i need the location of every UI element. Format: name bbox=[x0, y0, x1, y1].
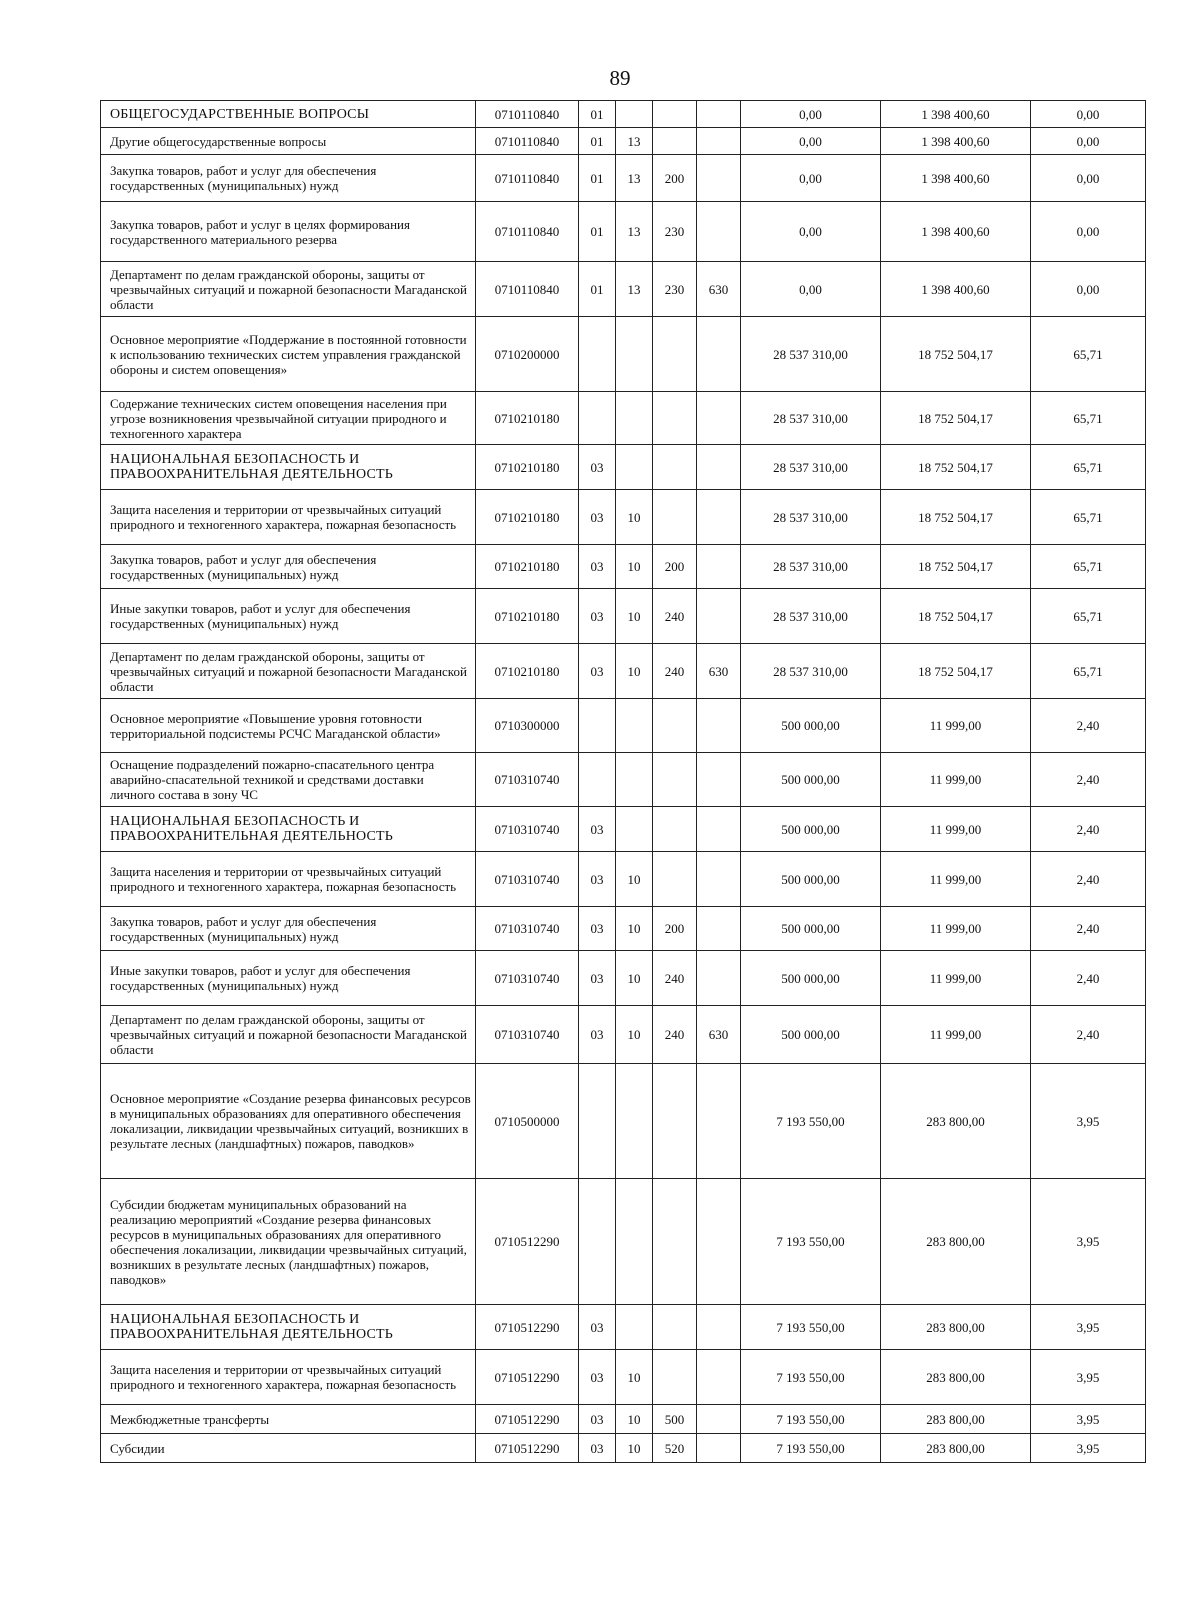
row-administrator bbox=[697, 1405, 741, 1434]
row-expense-type: 200 bbox=[653, 907, 697, 951]
row-section bbox=[579, 753, 616, 807]
table-row bbox=[101, 589, 1146, 644]
row-execution-percent: 3,95 bbox=[1031, 1064, 1146, 1179]
row-administrator bbox=[697, 1350, 741, 1405]
row-section: 01 bbox=[579, 128, 616, 155]
row-expense-type bbox=[653, 128, 697, 155]
row-subsection: 10 bbox=[616, 589, 653, 644]
row-target-code: 0710210180 bbox=[476, 589, 579, 644]
row-expense-type bbox=[653, 392, 697, 445]
table-row bbox=[101, 392, 1146, 445]
row-administrator bbox=[697, 699, 741, 753]
row-execution-percent: 2,40 bbox=[1031, 907, 1146, 951]
row-target-code: 0710110840 bbox=[476, 262, 579, 317]
table-row bbox=[101, 1064, 1146, 1179]
row-expense-type: 200 bbox=[653, 155, 697, 202]
row-expense-type: 520 bbox=[653, 1434, 697, 1463]
row-executed-amount: 1 398 400,60 bbox=[881, 101, 1031, 128]
row-name: Закупка товаров, работ и услуг для обеспечения государственных (муниципальных) нужд bbox=[101, 907, 476, 951]
row-executed-amount: 18 752 504,17 bbox=[881, 589, 1031, 644]
row-planned-amount: 500 000,00 bbox=[741, 852, 881, 907]
row-name: Департамент по делам гражданской обороны, защиты от чрезвычайных ситуаций и пожарной безопасности Магаданской области bbox=[101, 644, 476, 699]
row-subsection: 10 bbox=[616, 1006, 653, 1064]
row-name: Защита населения и территории от чрезвычайных ситуаций природного и техногенного характера, пожарная безопасность bbox=[101, 490, 476, 545]
table-row bbox=[101, 1434, 1146, 1463]
row-execution-percent: 3,95 bbox=[1031, 1350, 1146, 1405]
row-name: Департамент по делам гражданской обороны, защиты от чрезвычайных ситуаций и пожарной безопасности Магаданской области bbox=[101, 262, 476, 317]
row-expense-type bbox=[653, 807, 697, 852]
row-administrator bbox=[697, 951, 741, 1006]
row-execution-percent: 2,40 bbox=[1031, 852, 1146, 907]
row-target-code: 0710310740 bbox=[476, 807, 579, 852]
row-planned-amount: 7 193 550,00 bbox=[741, 1405, 881, 1434]
row-section: 03 bbox=[579, 1305, 616, 1350]
row-name: Основное мероприятие «Поддержание в постоянной готовности к использованию технических систем управления гражданской обороны и систем оповещения» bbox=[101, 317, 476, 392]
row-execution-percent: 3,95 bbox=[1031, 1405, 1146, 1434]
row-section: 03 bbox=[579, 907, 616, 951]
row-subsection bbox=[616, 1064, 653, 1179]
row-executed-amount: 283 800,00 bbox=[881, 1350, 1031, 1405]
row-name: Содержание технических систем оповещения населения при угрозе возникновения чрезвычайной ситуации природного и техногенного характера bbox=[101, 392, 476, 445]
row-administrator bbox=[697, 589, 741, 644]
row-subsection: 10 bbox=[616, 644, 653, 699]
row-administrator bbox=[697, 753, 741, 807]
row-subsection: 10 bbox=[616, 545, 653, 589]
table-row bbox=[101, 1179, 1146, 1305]
row-administrator bbox=[697, 807, 741, 852]
row-planned-amount: 0,00 bbox=[741, 202, 881, 262]
row-section: 03 bbox=[579, 852, 616, 907]
row-target-code: 0710110840 bbox=[476, 155, 579, 202]
row-executed-amount: 18 752 504,17 bbox=[881, 545, 1031, 589]
row-execution-percent: 0,00 bbox=[1031, 262, 1146, 317]
row-planned-amount: 28 537 310,00 bbox=[741, 545, 881, 589]
row-executed-amount: 11 999,00 bbox=[881, 1006, 1031, 1064]
row-executed-amount: 18 752 504,17 bbox=[881, 644, 1031, 699]
row-target-code: 0710210180 bbox=[476, 545, 579, 589]
row-executed-amount: 283 800,00 bbox=[881, 1405, 1031, 1434]
row-target-code: 0710512290 bbox=[476, 1434, 579, 1463]
row-execution-percent: 65,71 bbox=[1031, 317, 1146, 392]
row-planned-amount: 0,00 bbox=[741, 128, 881, 155]
row-name: Закупка товаров, работ и услуг для обеспечения государственных (муниципальных) нужд bbox=[101, 545, 476, 589]
table-row bbox=[101, 262, 1146, 317]
row-name: Защита населения и территории от чрезвычайных ситуаций природного и техногенного характера, пожарная безопасность bbox=[101, 1350, 476, 1405]
row-section: 03 bbox=[579, 1434, 616, 1463]
row-administrator bbox=[697, 852, 741, 907]
row-subsection: 10 bbox=[616, 1350, 653, 1405]
row-executed-amount: 1 398 400,60 bbox=[881, 262, 1031, 317]
row-target-code: 0710310740 bbox=[476, 951, 579, 1006]
row-subsection: 10 bbox=[616, 1405, 653, 1434]
row-executed-amount: 18 752 504,17 bbox=[881, 490, 1031, 545]
row-section: 03 bbox=[579, 951, 616, 1006]
row-execution-percent: 3,95 bbox=[1031, 1179, 1146, 1305]
row-section: 01 bbox=[579, 202, 616, 262]
row-execution-percent: 0,00 bbox=[1031, 128, 1146, 155]
row-target-code: 0710110840 bbox=[476, 101, 579, 128]
table-row bbox=[101, 1350, 1146, 1405]
row-execution-percent: 0,00 bbox=[1031, 155, 1146, 202]
row-name: Основное мероприятие «Повышение уровня готовности территориальной подсистемы РСЧС Магаданской области» bbox=[101, 699, 476, 753]
row-section: 03 bbox=[579, 1405, 616, 1434]
table-row bbox=[101, 951, 1146, 1006]
row-executed-amount: 11 999,00 bbox=[881, 951, 1031, 1006]
row-target-code: 0710500000 bbox=[476, 1064, 579, 1179]
row-administrator bbox=[697, 1305, 741, 1350]
row-target-code: 0710110840 bbox=[476, 202, 579, 262]
row-executed-amount: 283 800,00 bbox=[881, 1064, 1031, 1179]
row-expense-type bbox=[653, 490, 697, 545]
row-expense-type bbox=[653, 317, 697, 392]
row-administrator bbox=[697, 1434, 741, 1463]
row-subsection: 13 bbox=[616, 202, 653, 262]
row-execution-percent: 2,40 bbox=[1031, 753, 1146, 807]
row-administrator bbox=[697, 490, 741, 545]
row-executed-amount: 11 999,00 bbox=[881, 852, 1031, 907]
row-target-code: 0710512290 bbox=[476, 1350, 579, 1405]
row-executed-amount: 283 800,00 bbox=[881, 1434, 1031, 1463]
row-execution-percent: 0,00 bbox=[1031, 202, 1146, 262]
row-execution-percent: 65,71 bbox=[1031, 644, 1146, 699]
row-target-code: 0710310740 bbox=[476, 852, 579, 907]
row-name: Закупка товаров, работ и услуг для обеспечения государственных (муниципальных) нужд bbox=[101, 155, 476, 202]
row-execution-percent: 0,00 bbox=[1031, 101, 1146, 128]
row-name: Другие общегосударственные вопросы bbox=[101, 128, 476, 155]
budget-table bbox=[100, 100, 1146, 1463]
row-name: Основное мероприятие «Создание резерва финансовых ресурсов в муниципальных образованиях для оперативного обеспечения локализации, ликвидации чрезвычайных ситуаций, возникших в результате лесных (ландшафтных) пожаров, паводков» bbox=[101, 1064, 476, 1179]
row-name: Иные закупки товаров, работ и услуг для обеспечения государственных (муниципальных) нужд bbox=[101, 589, 476, 644]
row-execution-percent: 3,95 bbox=[1031, 1305, 1146, 1350]
row-planned-amount: 500 000,00 bbox=[741, 699, 881, 753]
row-planned-amount: 7 193 550,00 bbox=[741, 1350, 881, 1405]
row-planned-amount: 500 000,00 bbox=[741, 907, 881, 951]
row-section: 03 bbox=[579, 545, 616, 589]
row-planned-amount: 7 193 550,00 bbox=[741, 1434, 881, 1463]
row-name: Межбюджетные трансферты bbox=[101, 1405, 476, 1434]
table-row bbox=[101, 101, 1146, 128]
row-section: 01 bbox=[579, 262, 616, 317]
row-expense-type: 240 bbox=[653, 644, 697, 699]
row-subsection bbox=[616, 317, 653, 392]
table-row bbox=[101, 1405, 1146, 1434]
row-name: ОБЩЕГОСУДАРСТВЕННЫЕ ВОПРОСЫ bbox=[101, 101, 476, 128]
row-subsection: 13 bbox=[616, 128, 653, 155]
row-section bbox=[579, 699, 616, 753]
row-expense-type: 500 bbox=[653, 1405, 697, 1434]
row-administrator bbox=[697, 317, 741, 392]
row-administrator bbox=[697, 392, 741, 445]
row-administrator: 630 bbox=[697, 262, 741, 317]
row-execution-percent: 65,71 bbox=[1031, 545, 1146, 589]
row-name: Закупка товаров, работ и услуг в целях формирования государственного материального резерва bbox=[101, 202, 476, 262]
row-target-code: 0710300000 bbox=[476, 699, 579, 753]
row-expense-type: 240 bbox=[653, 951, 697, 1006]
row-subsection: 10 bbox=[616, 951, 653, 1006]
row-executed-amount: 283 800,00 bbox=[881, 1179, 1031, 1305]
row-execution-percent: 2,40 bbox=[1031, 1006, 1146, 1064]
row-section: 03 bbox=[579, 807, 616, 852]
row-subsection bbox=[616, 699, 653, 753]
row-executed-amount: 1 398 400,60 bbox=[881, 202, 1031, 262]
row-name: Защита населения и территории от чрезвычайных ситуаций природного и техногенного характера, пожарная безопасность bbox=[101, 852, 476, 907]
table-row bbox=[101, 317, 1146, 392]
row-executed-amount: 283 800,00 bbox=[881, 1305, 1031, 1350]
row-target-code: 0710512290 bbox=[476, 1179, 579, 1305]
row-target-code: 0710110840 bbox=[476, 128, 579, 155]
table-row bbox=[101, 807, 1146, 852]
row-target-code: 0710310740 bbox=[476, 907, 579, 951]
row-expense-type bbox=[653, 1064, 697, 1179]
row-section: 03 bbox=[579, 490, 616, 545]
row-administrator bbox=[697, 907, 741, 951]
table-row bbox=[101, 753, 1146, 807]
row-planned-amount: 28 537 310,00 bbox=[741, 490, 881, 545]
row-subsection bbox=[616, 1305, 653, 1350]
table-row bbox=[101, 699, 1146, 753]
row-administrator bbox=[697, 1064, 741, 1179]
row-subsection bbox=[616, 392, 653, 445]
row-executed-amount: 18 752 504,17 bbox=[881, 445, 1031, 490]
row-planned-amount: 28 537 310,00 bbox=[741, 392, 881, 445]
row-section: 03 bbox=[579, 445, 616, 490]
row-administrator bbox=[697, 202, 741, 262]
row-section: 03 bbox=[579, 589, 616, 644]
row-administrator bbox=[697, 101, 741, 128]
row-expense-type bbox=[653, 1350, 697, 1405]
row-planned-amount: 28 537 310,00 bbox=[741, 644, 881, 699]
table-row bbox=[101, 445, 1146, 490]
row-planned-amount: 28 537 310,00 bbox=[741, 317, 881, 392]
row-section: 01 bbox=[579, 155, 616, 202]
row-administrator: 630 bbox=[697, 644, 741, 699]
table-row bbox=[101, 545, 1146, 589]
row-planned-amount: 500 000,00 bbox=[741, 753, 881, 807]
row-name: Субсидии bbox=[101, 1434, 476, 1463]
row-name: НАЦИОНАЛЬНАЯ БЕЗОПАСНОСТЬ И ПРАВООХРАНИТЕЛЬНАЯ ДЕЯТЕЛЬНОСТЬ bbox=[101, 807, 476, 852]
row-planned-amount: 0,00 bbox=[741, 262, 881, 317]
page-number: 89 bbox=[609, 66, 631, 90]
row-section bbox=[579, 1179, 616, 1305]
row-subsection bbox=[616, 753, 653, 807]
row-planned-amount: 7 193 550,00 bbox=[741, 1064, 881, 1179]
row-name: НАЦИОНАЛЬНАЯ БЕЗОПАСНОСТЬ И ПРАВООХРАНИТЕЛЬНАЯ ДЕЯТЕЛЬНОСТЬ bbox=[101, 445, 476, 490]
row-planned-amount: 28 537 310,00 bbox=[741, 445, 881, 490]
row-target-code: 0710210180 bbox=[476, 644, 579, 699]
table-row bbox=[101, 1006, 1146, 1064]
row-planned-amount: 0,00 bbox=[741, 155, 881, 202]
table-row bbox=[101, 852, 1146, 907]
row-administrator: 630 bbox=[697, 1006, 741, 1064]
table-row bbox=[101, 128, 1146, 155]
row-target-code: 0710210180 bbox=[476, 392, 579, 445]
row-planned-amount: 28 537 310,00 bbox=[741, 589, 881, 644]
row-administrator bbox=[697, 445, 741, 490]
row-execution-percent: 65,71 bbox=[1031, 445, 1146, 490]
row-expense-type: 230 bbox=[653, 202, 697, 262]
row-expense-type bbox=[653, 699, 697, 753]
row-executed-amount: 11 999,00 bbox=[881, 907, 1031, 951]
row-planned-amount: 500 000,00 bbox=[741, 807, 881, 852]
row-execution-percent: 65,71 bbox=[1031, 392, 1146, 445]
row-name: Субсидии бюджетам муниципальных образований на реализацию мероприятий «Создание резерва финансовых ресурсов в муниципальных образованиях для оперативного обеспечения локализации, ликвидации чрезвычайных ситуаций, возникших в результате лесных (ландшафтных) пожаров, паводков» bbox=[101, 1179, 476, 1305]
row-execution-percent: 2,40 bbox=[1031, 951, 1146, 1006]
row-expense-type bbox=[653, 753, 697, 807]
row-subsection: 10 bbox=[616, 907, 653, 951]
row-target-code: 0710210180 bbox=[476, 490, 579, 545]
row-section: 03 bbox=[579, 1006, 616, 1064]
row-administrator bbox=[697, 1179, 741, 1305]
row-expense-type: 240 bbox=[653, 589, 697, 644]
row-execution-percent: 2,40 bbox=[1031, 699, 1146, 753]
row-expense-type bbox=[653, 1305, 697, 1350]
row-planned-amount: 7 193 550,00 bbox=[741, 1305, 881, 1350]
row-execution-percent: 65,71 bbox=[1031, 589, 1146, 644]
table-row bbox=[101, 155, 1146, 202]
row-name: Оснащение подразделений пожарно-спасательного центра аварийно-спасательной техникой и средствами доставки личного состава в зону ЧС bbox=[101, 753, 476, 807]
row-subsection bbox=[616, 101, 653, 128]
row-target-code: 0710310740 bbox=[476, 753, 579, 807]
row-target-code: 0710210180 bbox=[476, 445, 579, 490]
row-subsection bbox=[616, 445, 653, 490]
row-section: 03 bbox=[579, 1350, 616, 1405]
row-expense-type bbox=[653, 445, 697, 490]
row-execution-percent: 3,95 bbox=[1031, 1434, 1146, 1463]
row-executed-amount: 1 398 400,60 bbox=[881, 155, 1031, 202]
row-name: НАЦИОНАЛЬНАЯ БЕЗОПАСНОСТЬ И ПРАВООХРАНИТЕЛЬНАЯ ДЕЯТЕЛЬНОСТЬ bbox=[101, 1305, 476, 1350]
row-execution-percent: 65,71 bbox=[1031, 490, 1146, 545]
row-subsection: 10 bbox=[616, 1434, 653, 1463]
row-subsection: 13 bbox=[616, 262, 653, 317]
row-section bbox=[579, 317, 616, 392]
row-section bbox=[579, 1064, 616, 1179]
row-expense-type bbox=[653, 852, 697, 907]
row-planned-amount: 500 000,00 bbox=[741, 1006, 881, 1064]
row-administrator bbox=[697, 545, 741, 589]
table-row bbox=[101, 907, 1146, 951]
row-subsection bbox=[616, 1179, 653, 1305]
row-expense-type bbox=[653, 1179, 697, 1305]
row-execution-percent: 2,40 bbox=[1031, 807, 1146, 852]
row-section: 03 bbox=[579, 644, 616, 699]
row-planned-amount: 500 000,00 bbox=[741, 951, 881, 1006]
row-planned-amount: 7 193 550,00 bbox=[741, 1179, 881, 1305]
row-section: 01 bbox=[579, 101, 616, 128]
row-section bbox=[579, 392, 616, 445]
row-executed-amount: 11 999,00 bbox=[881, 807, 1031, 852]
row-administrator bbox=[697, 155, 741, 202]
row-expense-type bbox=[653, 101, 697, 128]
row-subsection: 10 bbox=[616, 490, 653, 545]
row-expense-type: 240 bbox=[653, 1006, 697, 1064]
table-row bbox=[101, 202, 1146, 262]
row-executed-amount: 18 752 504,17 bbox=[881, 317, 1031, 392]
row-expense-type: 200 bbox=[653, 545, 697, 589]
row-target-code: 0710512290 bbox=[476, 1405, 579, 1434]
row-name: Департамент по делам гражданской обороны, защиты от чрезвычайных ситуаций и пожарной безопасности Магаданской области bbox=[101, 1006, 476, 1064]
row-name: Иные закупки товаров, работ и услуг для обеспечения государственных (муниципальных) нужд bbox=[101, 951, 476, 1006]
row-target-code: 0710512290 bbox=[476, 1305, 579, 1350]
row-target-code: 0710200000 bbox=[476, 317, 579, 392]
row-executed-amount: 11 999,00 bbox=[881, 753, 1031, 807]
row-subsection bbox=[616, 807, 653, 852]
row-subsection: 10 bbox=[616, 852, 653, 907]
table-body bbox=[101, 101, 1146, 1463]
row-expense-type: 230 bbox=[653, 262, 697, 317]
table-row bbox=[101, 490, 1146, 545]
row-executed-amount: 18 752 504,17 bbox=[881, 392, 1031, 445]
table-row bbox=[101, 1305, 1146, 1350]
row-planned-amount: 0,00 bbox=[741, 101, 881, 128]
row-target-code: 0710310740 bbox=[476, 1006, 579, 1064]
row-subsection: 13 bbox=[616, 155, 653, 202]
table-row bbox=[101, 644, 1146, 699]
row-administrator bbox=[697, 128, 741, 155]
row-executed-amount: 11 999,00 bbox=[881, 699, 1031, 753]
row-executed-amount: 1 398 400,60 bbox=[881, 128, 1031, 155]
